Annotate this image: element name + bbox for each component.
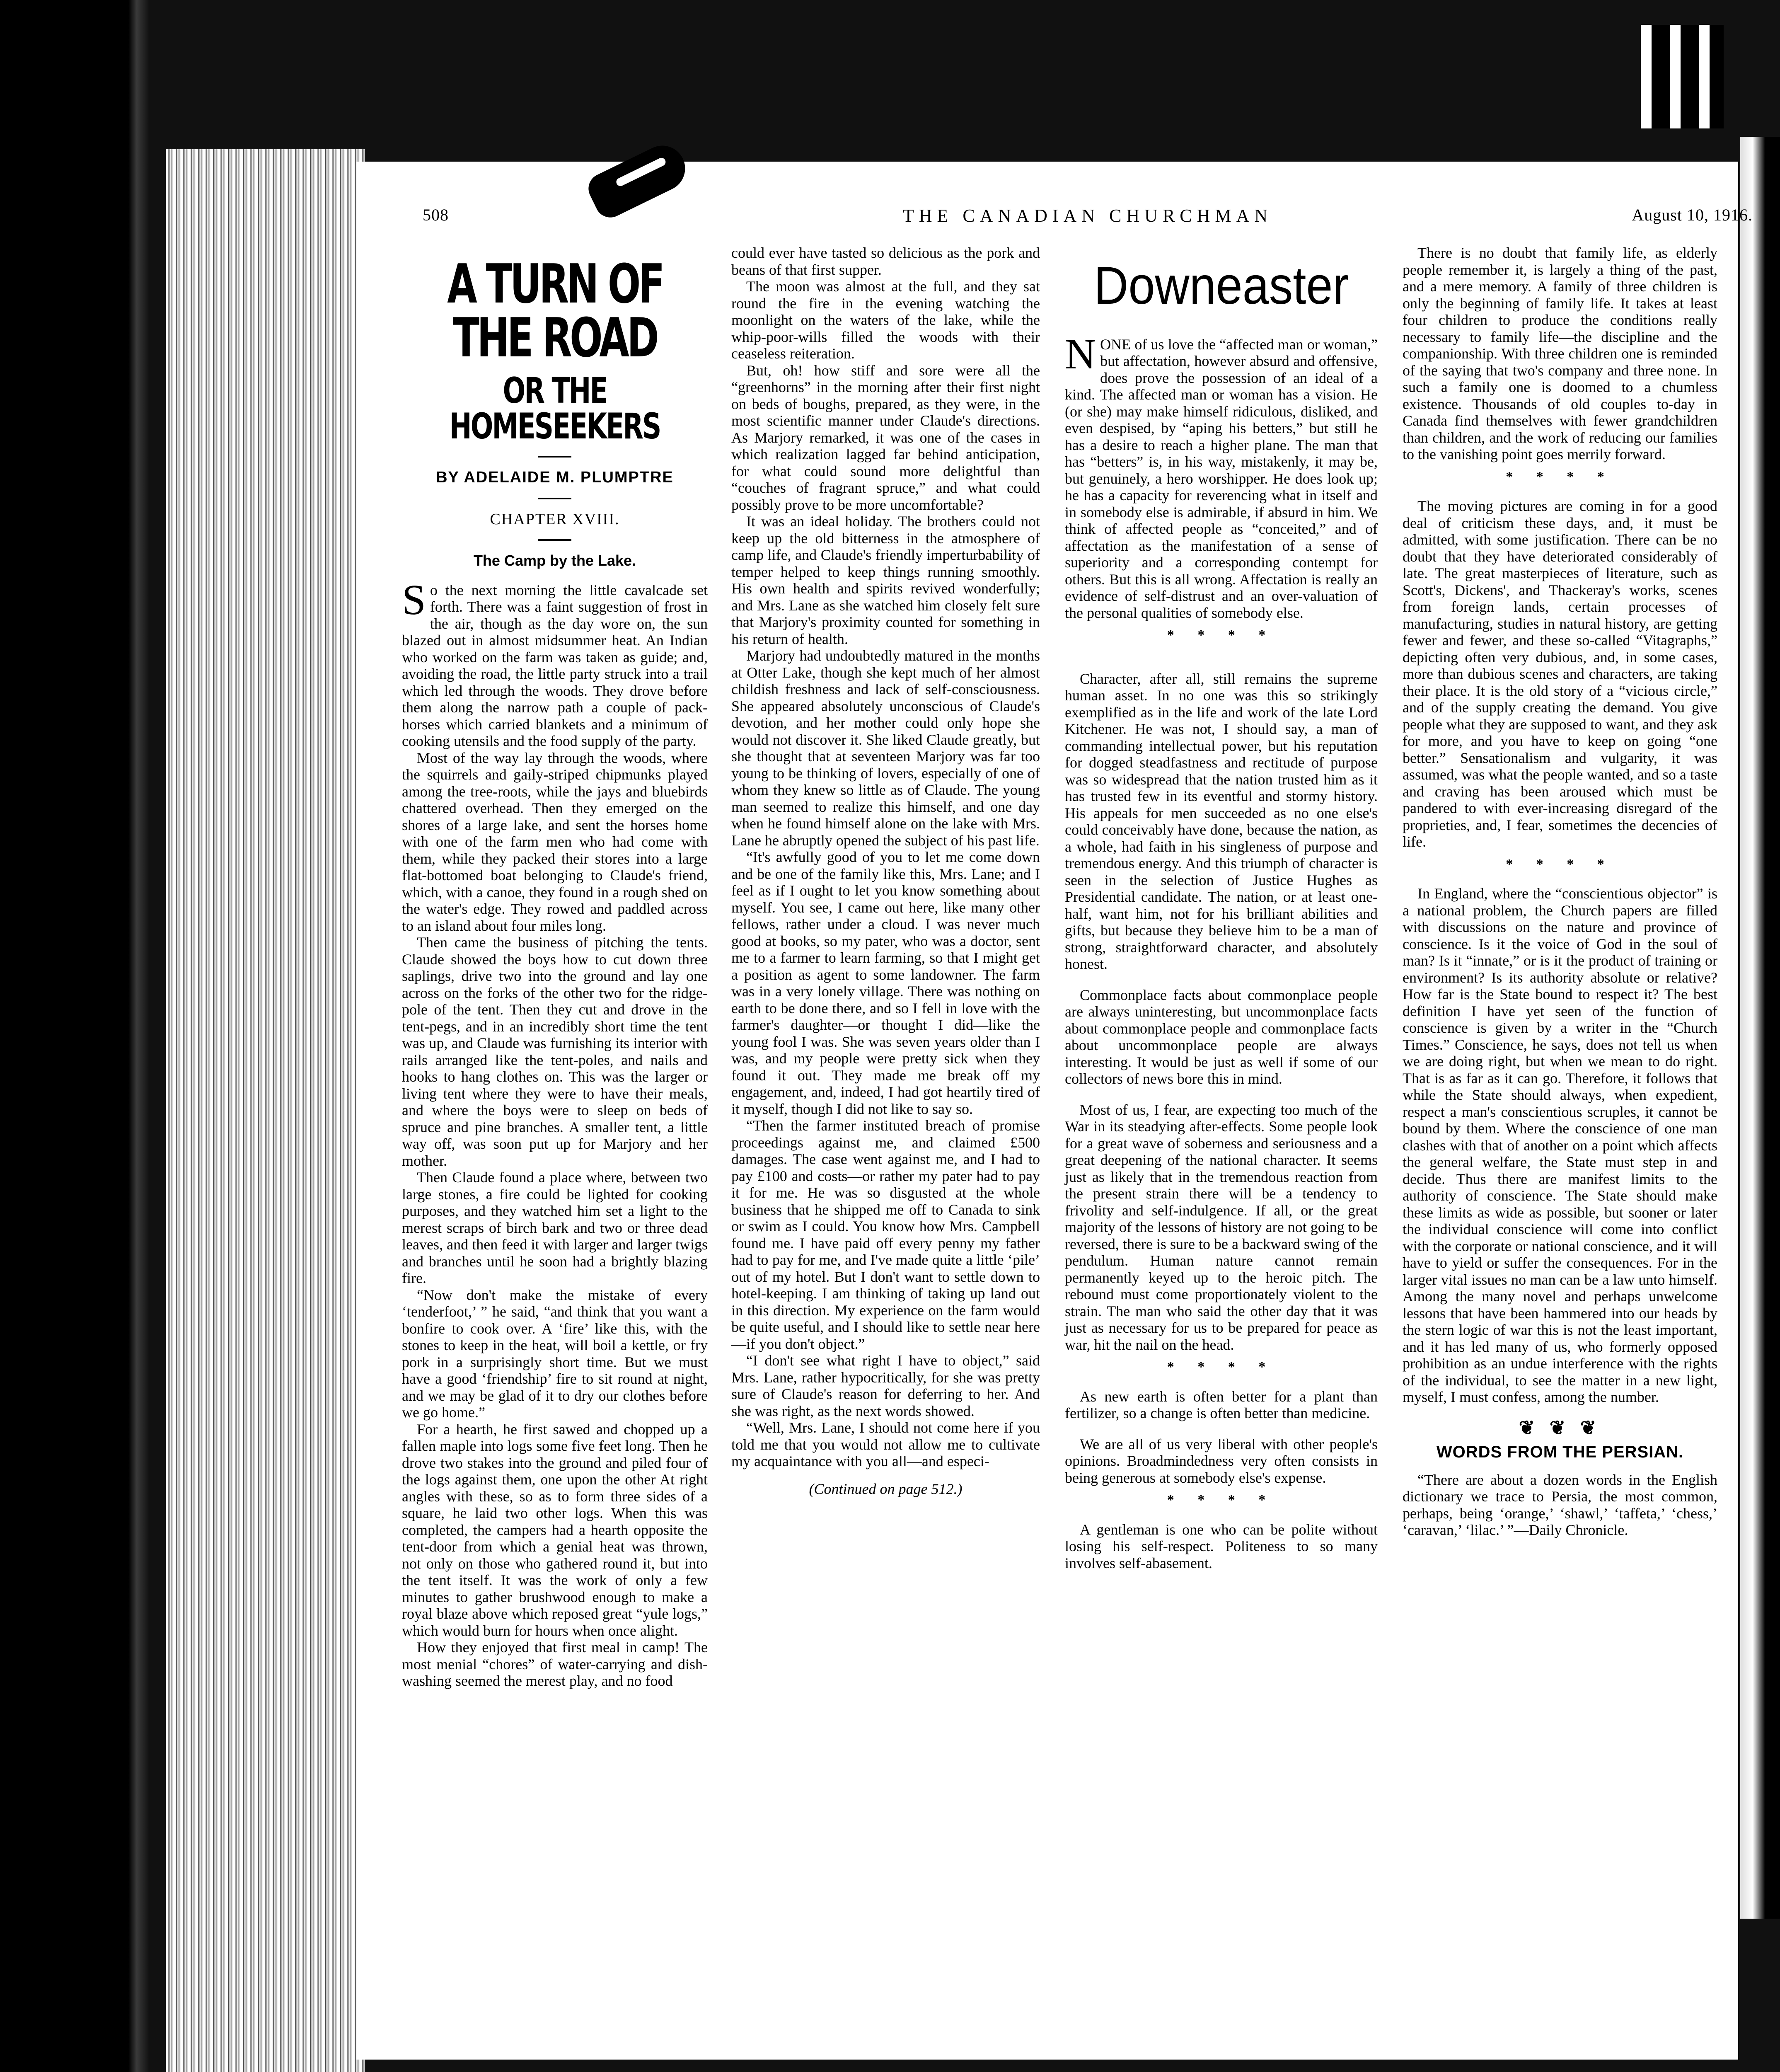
section-separator: * * * * (1506, 469, 1614, 484)
column-paragraph: The moving pictures are coming in for a good deal of criticism these days, and, it must be admitted, with some justification. There can be no doubt that they have deteriorated considerably of late. The great masterpieces of literature, such as Scott's, Dickens', and Thackeray's works, scenes from foreign lands, certain processes of manufacturing, studies in natural history, are getting fewer and fewer, and these so-called “Vitagraphs,” depicting often very dubious, and, in some cases, more than dubious scenes and characters, are taking their place. It is the old story of a “vicious circle,” and of the supply creating the demand. You give people what they are supposed to want, and they ask for more, and you have to keep on going “one better.” Sensationalism and vulgarity, it was assumed, was what the people wanted, and so a taste and craving has been aroused which must be pandered to with ever-increasing disregard of the proprieties, and, I fear, sometimes the decencies of life. (1403, 498, 1717, 850)
downeaster-column (1065, 257, 1378, 1571)
story-paragraph: For a hearth, he first sawed and chopped up a fallen maple into logs some five feet long. Then he drove two stakes into the ground and piled four of the logs against them, one upon the other At right angles with these, so as to form three sides of a square, he laid two other logs. When this was completed, the campers had a hearth opposite the tent-door from which a genial heat was thrown, not only on those who gathered round it, but into the tent itself. It was the work of only a few minutes to gather brushwood enough to make a royal blaze above which reposed great “yule logs,” which would burn for hours when once alight. (402, 1421, 708, 1639)
column-paragraph: Commonplace facts about commonplace people are always uninteresting, but uncommonplace facts about commonplace people and commonplace facts about uncommonplace people are always interesting. It would be just as well if some of our collectors of news bore this in mind. (1065, 986, 1378, 1087)
story-paragraph: “Well, Mrs. Lane, I should not come here if you told me that you would not allow me to cultivate my acquaintance with you all—and especi- (731, 1419, 1040, 1469)
story-paragraph: But, oh! how stiff and sore were all the “greenhorns” in the morning after their first night on beds of boughs, prepared, as they were, in the most scientific manner under Claude's directions. As Marjory remarked, it was one of the cases in which realization lagged far behind anticipation, for what could sound more delightful than “couches of fragrant spruce,” and what could possibly prove to be more uncomfortable? (731, 362, 1040, 513)
story-paragraph: It was an ideal holiday. The brothers could not keep up the old bitterness in the atmosphere of camp life, and Claude's friendly imperturbability of temper helped to keep things running smoothly. His own health and spirits revived wonderfully; and Mrs. Lane as she watched him closely felt sure that Marjory's proximity counted for something in his return of health. (731, 513, 1040, 647)
story-paragraph: “Then the farmer instituted breach of promise proceedings against me, and claimed £500 damages. The case went against me, and I had to pay £100 and costs—or rather my pater had to pay it for me. He was so disgusted at the whole business that he shipped me off to Canada to sink or swim as I could. You know how Mrs. Campbell found me. I have paid off every penny my father had to pay for me, and I've made quite a little ‘pile’ out of my hotel. But I don't want to settle down to hotel-keeping. I am thinking of taking up land out in this direction. My experience on the farm would be quite useful, and I should like to settle near here—if you don't object.” (731, 1117, 1040, 1352)
book-page-edges (166, 149, 365, 2072)
story-paragraph: “It's awfully good of you to let me come down and be one of the family like this, Mrs. Lane; and I feel as if I ought to let you know something about myself. You see, I came out here, like many other fellows, rather under a cloud. I was never much good at books, so my pater, who was a doctor, sent me to a farmer to learn farming, so that I might get a position as agent to some landowner. The farm was in a very lonely village. There was nothing on earth to be done there, and so I fell in love with the farmer's daughter—or thought I did—like the young fool I was. She was seven years older than I was, and my people were pretty sick when they found it out. They made me break off my engagement, and, indeed, I had got heartily tired of it myself, though I did not like to say so. (731, 849, 1040, 1117)
byline: BY ADELAIDE M. PLUMPTRE (436, 469, 674, 486)
section-separator: * * * * (1506, 856, 1614, 872)
story-paragraph: So the next morning the little cavalcade set forth. There was a faint suggestion of frost in the air, though as the day wore on, the sun blazed out in almost midsummer heat. An Indian who worked on the farm was taken as guide; and, avoiding the road, the little party struck into a trail which led through the woods. They drove before them along the narrow path a couple of pack-horses which carried blankets and a minimum of cooking utensils and the food supply of the party. (402, 576, 708, 749)
story-title-line2: OR THE HOMESEEKERS (449, 370, 660, 447)
story-title (402, 252, 708, 447)
title-rule (538, 456, 571, 457)
story-column-2 (731, 244, 1040, 1497)
section-separator: * * * * (1167, 1359, 1276, 1375)
column-paragraph: A gentleman is one who can be polite without losing his self-respect. Politeness to so many involves self-abasement. (1065, 1521, 1378, 1571)
column-paragraph: Character, after all, still remains the supreme human asset. In no one was this so strikingly exemplified as in the life and work of the late Lord Kitchener. He was not, I should say, a man of commanding intellectual power, but his reputation for dogged steadfastness and rectitude of purpose was so widespread that the nation trusted him as it has trusted few in its eventful and stormy history. His appeals for men succeeded as no one else's could conceivably have done, because the nation, as a whole, had faith in his singleness of purpose and tremendous energy. And this triumph of character is seen in the selection of Justice Hughes as Presidential candidate. The nation, or at least one-half, want him, not for his brilliant abilities and gifts, but because they believe him to be a man of strong, straightforward character, and absolutely honest. (1065, 670, 1378, 973)
chapter-rule (538, 539, 571, 541)
story-paragraph: “I don't see what right I have to object,” said Mrs. Lane, rather hypocritically, for she was pretty sure of Claude's reason for deferring to her. And she was right, as the next words showed. (731, 1352, 1040, 1419)
story-paragraph: could ever have tasted so delicious as the pork and beans of that first supper. (731, 244, 1040, 278)
story-paragraph: Marjory had undoubtedly matured in the months at Otter Lake, though she kept much of her almost childish freshness and lack of self-consciousness. She appeared absolutely unconscious of Claude's devotion, and her mother could only hope she would not discover it. She liked Claude greatly, but she thought that at seventeen Marjory was far too young to be thinking of lovers, especially of one of whom they knew so little as of Claude. The young man seemed to realize this himself, and one day when he found himself alone on the lake with Mrs. Lane he abruptly opened the subject of his past life. (731, 647, 1040, 849)
column-paragraph: Most of us, I fear, are expecting too much of the War in its steadying after-effects. Some people look for a great wave of soberness and seriousness and a great deepening of the national character. It seems just as likely that in the tremendous reaction from the present strain there will be a tendency to frivolity and self-indulgence. If all, or the great majority of the lessons of history are not going to be reversed, there is sure to be a backward swing of the pendulum. Human nature cannot remain permanently keyed up to the heroic pitch. The rebound must come proportionately violent to the strain. The man who said the other day that it was just as necessary for us to be prepared for peace as war, hit the nail on the head. (1065, 1101, 1378, 1353)
chapter-number: CHAPTER XVIII. (490, 510, 620, 528)
scanner-registration-bars (1641, 25, 1724, 128)
column-paragraph: There is no doubt that family life, as elderly people remember it, is largely a thing of the past, and a mere memory. A family of three children is only the beginning of family life. It takes at least four children to produce the conditions really necessary to family life—the discipline and the companionship. With three children one is reminded of the saying that two's company and three none. In such a family one is doomed to a chumless existence. Thousands of old couples to-day in Canada find themselves with fewer grandchildren than children, and the work of reducing our families to the vanishing point goes merrily forward. (1403, 244, 1717, 462)
section-ornament: ❦ ❦ ❦ (1519, 1417, 1601, 1438)
drop-cap: S (402, 576, 426, 624)
page-number: 508 (423, 206, 449, 224)
story-paragraph: How they enjoyed that first meal in camp! The most menial “chores” of water-carrying and dish-washing seemed the merest play, and no food (402, 1639, 708, 1689)
byline-rule (538, 498, 571, 499)
story-paragraph: “Now don't make the mistake of every ‘tenderfoot,’ ” he said, “and think that you want a bonfire to cook over. A ‘fire’ like this, with the stones to keep in the heat, will boil a kettle, or fry pork in a surprisingly short time. But we must have a good ‘friendship’ fire to sit round at night, and we may be glad of it to dry our clothes before we go home.” (402, 1286, 708, 1421)
column-paragraph: In England, where the “conscientious objector” is a national problem, the Church papers are filled with discussions on the nature and province of conscience. Is it the voice of God in the soul of man? Is it “innate,” or is it the product of training or environment? Is its authority absolute or relative? How far is the State bound to respect it? The best definition I have yet seen of the function of conscience is given by a writer in the “Church Times.” Conscience, he says, does not tell us when we are doing right, but when we mean to do right. That is as far as it can go. Therefore, it follows that while the State should always, when expedient, respect a man's conscientious scruples, it cannot be bound by them. Where the conscience of one man clashes with that of another on a point which affects the general welfare, the State must step in and decide. Thus there are manifest limits to the authority of conscience. The State should make these limits as wide as possible, but sooner or later the individual conscience will come into conflict with the corporate or national conscience, and it will have to yield or suffer the consequences. For in the larger vital issues no man can be a law unto himself. Among the many novel and perhaps unwelcome lessons that have been hammered into our heads by the stern logic of war this is not the least important, and it has led many of us, who formerly opposed prohibition as an undue interference with the rights of the individual, to see the matter in a new light, myself, I must confess, among the number. (1403, 885, 1717, 1405)
story-paragraph: Then came the business of pitching the tents. Claude showed the boys how to cut down three saplings, drive two into the ground and lay one across on the forks of the other two for the ridge-pole of the tent. Then they cut and drove in the tent-pegs, and in an incredibly short time the tent was up, and Claude was furnishing its interior with rails arranged like the tent-poles, and nails and hooks to hang clothes on. This was the larger or living tent where they were to have their meals, and where the boys were to sleep on beds of spruce and pine branches. A smaller tent, a little way off, was soon put up for Marjory and her mother. (402, 934, 708, 1169)
column-title: Downeaster (1094, 256, 1349, 315)
issue-date: August 10, 1916. (1632, 206, 1753, 224)
column-paragraph: As new earth is often better for a plant than fertilizer, so a change is often better than medicine. (1065, 1388, 1378, 1422)
newspaper-page (356, 162, 1753, 2060)
facing-page-edge (1740, 137, 1780, 1919)
drop-cap: N (1065, 330, 1096, 378)
chapter-title: The Camp by the Lake. (473, 552, 636, 569)
story-paragraph: The moon was almost at the full, and they sat round the fire in the evening watching the moonlight on the waters of the lake, while the whip-poor-wills filled the woods with their ceaseless reiteration. (731, 278, 1040, 362)
story-paragraph: Most of the way lay through the woods, where the squirrels and gaily-striped chipmunks played among the tree-roots, while the jays and bluebirds chattered overhead. Then they emerged on the shores of a large lake, and sent the horses home with one of the farm men who had come with them, while they packed their stores into a large flat-bottomed boat belonging to Claude's friend, which, with a canoe, they found in a rough shed on the water's edge. They rowed and paddled across to an island about four miles long. (402, 749, 708, 934)
masthead: THE CANADIAN CHURCHMAN (902, 206, 1273, 226)
section-heading: WORDS FROM THE PERSIAN. (1436, 1443, 1684, 1461)
column-paragraph: NONE of us love the “affected man or woman,” but affectation, however absurd and offensive, does prove the possession of an ideal of a kind. The affected man or woman has a vision. He (or she) may make himself ridiculous, disliked, and even despised, by “aping his betters,” but still he has a desire to reach a higher plane. The man that has “betters” is, in his way, mistakenly, it may be, but genuinely, a hero worshipper. He does look up; he has a capacity for reverencing what in itself and in somebody else is admirable, if absurd in him. We think of affected people as “conceited,” and of affectation as the manifestation of a sense of superiority and a corresponding contempt for others. But this is all wrong. Affectation is really an evidence of self-distrust and an over-valuation of the personal qualities of somebody else. (1065, 330, 1378, 621)
story-title-line1: A TURN OF THE ROAD (447, 252, 663, 369)
section-separator: * * * * (1167, 627, 1276, 643)
section-separator: * * * * (1167, 1492, 1276, 1508)
story-paragraph: Then Claude found a place where, between two large stones, a fire could be lighted for cooking purposes, and they watched him set a light to the merest scraps of birch bark and two or three dead leaves, and then feed it with larger and larger twigs and branches until he soon had a brightly blazing fire. (402, 1169, 708, 1286)
story-column-1 (402, 252, 708, 1690)
column-paragraph: We are all of us very liberal with other people's opinions. Broadmindedness very often consists in being generous at somebody else's expense. (1065, 1435, 1378, 1486)
continued-notice: (Continued on page 512.) (809, 1480, 963, 1497)
column-paragraph: “There are about a dozen words in the English dictionary we trace to Persia, the most common, perhaps, being ‘orange,’ ‘shawl,’ ‘taffeta,’ ‘chess,’ ‘caravan,’ ‘lilac.’ ”—Daily Chronicle. (1403, 1471, 1717, 1538)
downeaster-column-continued (1403, 244, 1717, 1539)
